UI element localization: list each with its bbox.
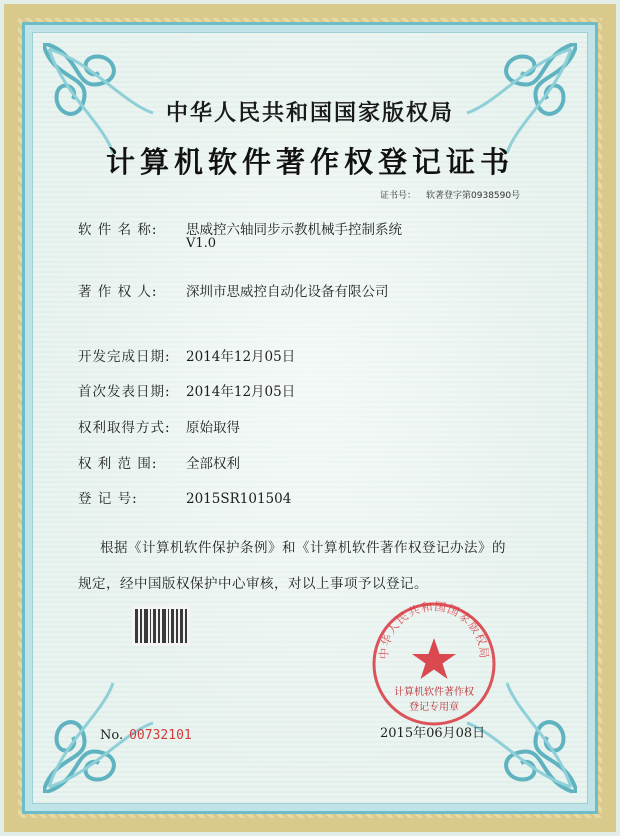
field-value: 全部权利 — [186, 456, 240, 472]
field-value: 2014年12月05日 — [186, 349, 296, 365]
certificate-number-label: 证书号： — [380, 191, 417, 201]
field-registration-number — [78, 487, 291, 507]
field-value: 原始取得 — [186, 420, 240, 436]
serial-label: No. — [100, 728, 124, 743]
field-label: 软 件 名 称: — [78, 222, 158, 238]
field-label: 登 记 号: — [78, 491, 138, 507]
seal-star-icon — [412, 638, 456, 679]
field-label: 首次发表日期: — [78, 384, 171, 400]
certificate-number-value: 软著登字第0938590号 — [426, 191, 521, 201]
field-value: 深圳市思威控自动化设备有限公司 — [186, 284, 389, 300]
field-value: 2015SR101504 — [186, 491, 292, 507]
field-owner — [78, 280, 389, 300]
field-value: 2014年12月05日 — [186, 384, 296, 400]
software-version: V1.0 — [186, 236, 217, 251]
field-label: 开发完成日期: — [78, 349, 171, 365]
field-label: 著 作 权 人: — [78, 284, 158, 300]
field-scope — [78, 452, 240, 472]
field-label: 权利取得方式: — [78, 420, 171, 436]
field-dev-complete-date — [78, 345, 295, 365]
field-acquisition — [78, 416, 240, 436]
issuer-title: 中华人民共和国国家版权局 — [165, 101, 454, 126]
certificate-number — [380, 188, 520, 201]
seal-text-line2: 登记专用章 — [409, 702, 459, 713]
seal-text-line1: 计算机软件著作权 — [394, 687, 474, 698]
field-label: 权 利 范 围: — [78, 456, 158, 472]
serial-value: 00732101 — [129, 728, 192, 743]
serial-number — [100, 728, 192, 743]
field-value: 思威控六轴同步示教机械手控制系统 — [186, 222, 402, 238]
body-text-line1: 根据《计算机软件保护条例》和《计算机软件著作权登记办法》的 — [100, 540, 506, 556]
certificate-title: 计算机软件著作权登记证书 — [105, 145, 514, 179]
seal-date: 2015年06月08日 — [380, 726, 486, 741]
body-text-line2: 规定，经中国版权保护中心审核，对以上事项予以登记。 — [78, 576, 428, 592]
barcode-icon — [132, 606, 190, 646]
official-seal — [370, 600, 498, 728]
seal-ring-text: 中华人民共和国国家版权局 — [376, 600, 492, 660]
field-first-publish-date — [78, 380, 295, 400]
field-software-name — [78, 218, 402, 238]
